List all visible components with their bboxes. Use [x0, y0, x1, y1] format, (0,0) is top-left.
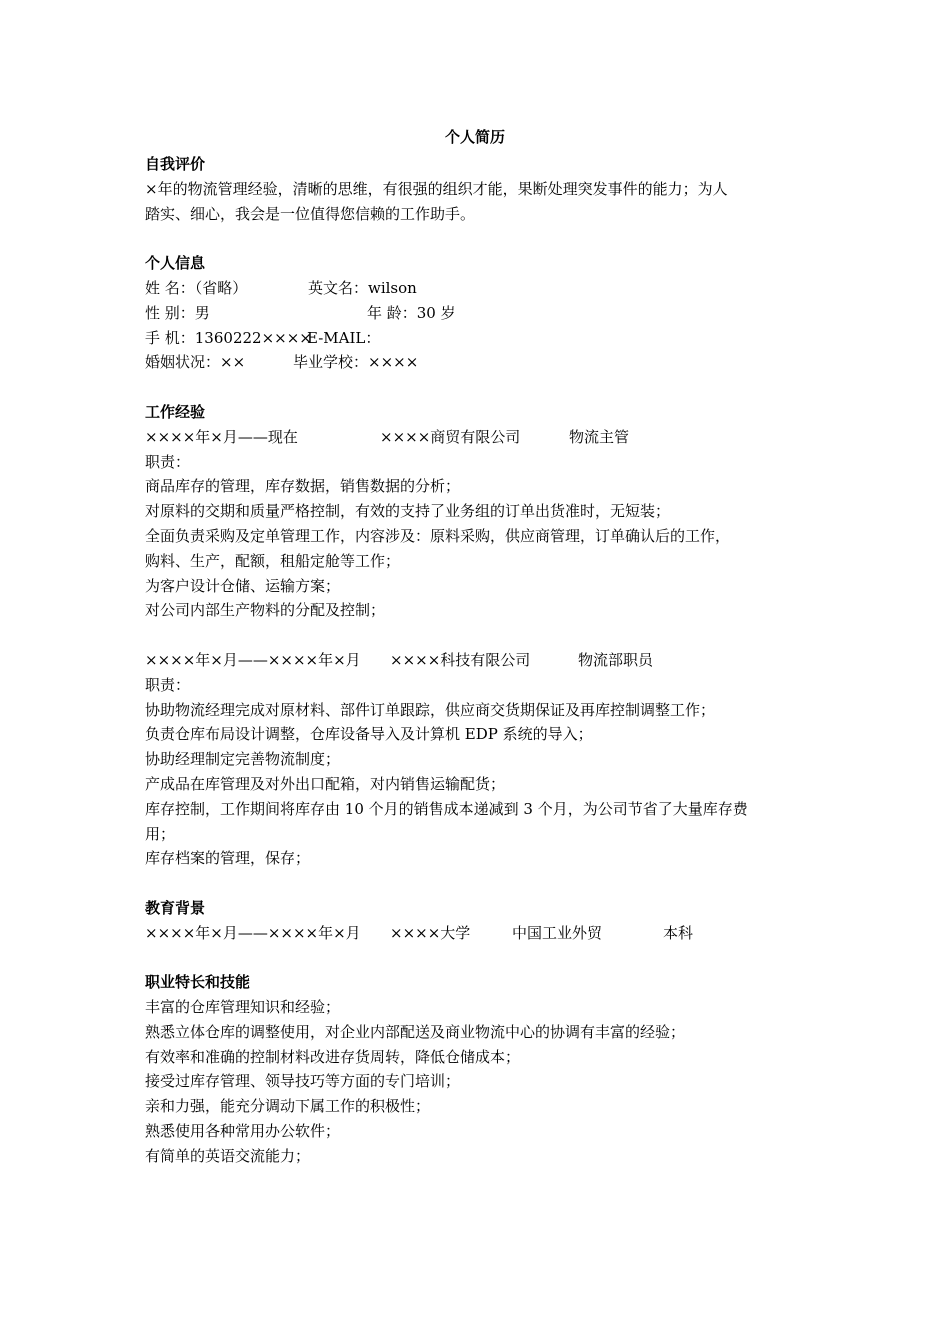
duty-item: 库存控制，工作期间将库存由 10 个月的销售成本递减到 3 个月，为公司节省了大量库存费: [145, 799, 748, 818]
self-eval-line: 踏实、细心，我会是一位值得您信赖的工作助手。: [145, 204, 476, 223]
duty-item: 协助物流经理完成对原材料、部件订单跟踪，供应商交货期保证及再库控制调整工作；: [145, 700, 716, 719]
skill-item: 有简单的英语交流能力；: [145, 1146, 311, 1165]
duty-item: 产成品在库管理及对外出口配箱，对内销售运输配货；: [145, 774, 506, 793]
duty-label: 职责：: [145, 675, 191, 694]
education-degree: 本科: [663, 923, 694, 942]
duty-item: 购料、生产，配额，租船定舱等工作；: [145, 551, 401, 570]
education-row: [145, 921, 810, 946]
skill-item: 丰富的仓库管理知识和经验；: [145, 998, 341, 1017]
education-school: ××××大学: [390, 923, 471, 942]
self-eval-heading: 自我评价: [145, 155, 206, 173]
resume-content: [145, 152, 810, 1169]
personal-info-heading: 个人信息: [145, 254, 206, 273]
job-company: ××××商贸有限公司: [380, 427, 521, 446]
phone-field: 手 机：1360222××××: [145, 328, 312, 347]
personal-row-name: [145, 276, 810, 301]
name-field: 姓 名：（省略）: [145, 278, 248, 297]
school-field: 毕业学校：××××: [293, 353, 419, 372]
skill-item: 亲和力强，能充分调动下属工作的积极性；: [145, 1097, 431, 1116]
duty-item: 协助经理制定完善物流制度；: [145, 750, 341, 769]
education-period: ××××年×月——××××年×月: [145, 923, 361, 942]
duty-item: 对原料的交期和质量严格控制，有效的支持了业务组的订单出货准时，无短装；: [145, 502, 671, 521]
duty-item: 为客户设计仓储、运输方案；: [145, 576, 341, 595]
spacer: [145, 375, 810, 400]
skill-item: 有效率和准确的控制材料改进存货周转，降低仓储成本；: [145, 1047, 521, 1066]
job-header: [145, 648, 810, 673]
skill-item: 熟悉使用各种常用办公软件；: [145, 1122, 341, 1141]
skill-item: 接受过库存管理、领导技巧等方面的专门培训；: [145, 1072, 461, 1091]
job-header: [145, 425, 810, 450]
duty-item: 库存档案的管理，保存；: [145, 849, 311, 868]
page-title: 个人简历: [444, 128, 505, 146]
spacer: [145, 946, 810, 971]
english-name-field: 英文名：wilson: [308, 278, 417, 297]
skills-heading: 职业特长和技能: [145, 973, 251, 992]
marital-field: 婚姻状况：××: [145, 353, 246, 372]
education-major: 中国工业外贸: [512, 923, 603, 942]
gender-field: 性 别：男: [145, 303, 210, 322]
age-field: 年 龄：30 岁: [367, 303, 456, 322]
email-field: E-MAIL：: [307, 328, 381, 347]
self-eval-line: ×年的物流管理经验，清晰的思维，有很强的组织才能，果断处理突发事件的能力；为人: [145, 179, 728, 198]
job-company: ××××科技有限公司: [390, 650, 531, 669]
job-position: 物流部职员: [578, 650, 654, 669]
duty-label: 职责：: [145, 452, 191, 471]
job-period: ××××年×月——现在: [145, 427, 298, 446]
personal-row-contact: [145, 326, 810, 351]
job-position: 物流主管: [569, 427, 630, 446]
duty-item: 负责仓库布局设计调整，仓库设备导入及计算机 EDP 系统的导入；: [145, 725, 593, 744]
duty-item: 全面负责采购及定单管理工作，内容涉及：原料采购，供应商管理，订单确认后的工作，: [145, 526, 731, 545]
job-period: ××××年×月——××××年×月: [145, 650, 361, 669]
duty-item: 对公司内部生产物料的分配及控制；: [145, 601, 386, 620]
education-heading: 教育背景: [145, 898, 206, 917]
skill-item: 熟悉立体仓库的调整使用，对企业内部配送及商业物流中心的协调有丰富的经验；: [145, 1022, 686, 1041]
work-heading: 工作经验: [145, 402, 206, 421]
personal-row-marital: [145, 350, 810, 375]
spacer: [145, 226, 810, 251]
spacer: [145, 623, 810, 648]
duty-item: 用；: [145, 824, 176, 843]
spacer: [145, 871, 810, 896]
duty-item: 商品库存的管理，库存数据，销售数据的分析；: [145, 477, 461, 496]
personal-row-gender: [145, 301, 810, 326]
